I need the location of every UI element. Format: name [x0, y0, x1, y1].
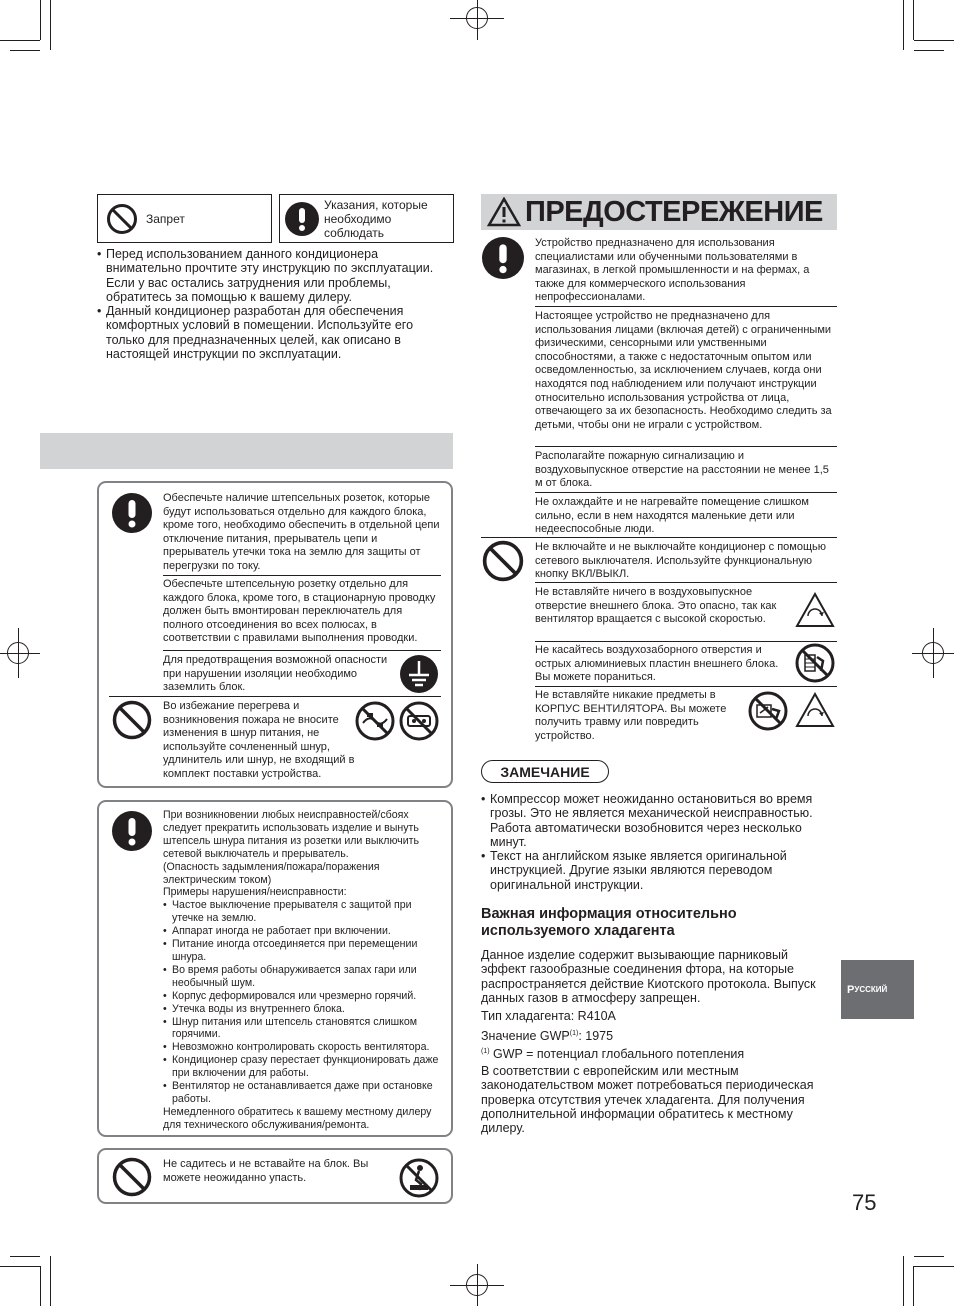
note-bullets: [481, 792, 837, 892]
no-standing-on-unit-icon: [399, 1158, 439, 1198]
example-item: • Утечка воды из внутреннего блока.: [163, 1003, 445, 1016]
legend-mandatory-label: Указания, которые необходимо соблюдать: [324, 197, 428, 240]
mandatory-icon: [285, 202, 319, 236]
panel1-row1: Обеспечьте наличие штепсельных розеток, которые будут использоваться отдельно для каждого блока, кроме того, необходимо обеспечить в отдельной цепи отключение питания, прерыватель цепи и прерыватель утечки тока на землю для защиты от перегрузки по току.: [163, 492, 440, 572]
panel2-examples-title: Примеры нарушения/неисправности:: [163, 886, 347, 899]
no-extension-cord-icon: [399, 701, 439, 741]
caution-row-1: Устройство предназначено для использования специалистами или обученными пользователями в магазинах, в легкой промышленности и на фермах, а также для коммерческого использования непрофессионалами.: [535, 237, 810, 304]
gwp-value: : 1975: [578, 1029, 614, 1044]
footnote-sup: (1): [481, 1048, 490, 1055]
note-bullet: • Текст на английском языке является оригинальной инструкцией. Другие языки являются переводом оригинальной инструкции.: [481, 849, 837, 892]
warning-panel-3: [97, 1148, 453, 1204]
no-insert-fan-icon: [748, 691, 788, 731]
prohibit-icon: [112, 700, 152, 740]
panel1-row2: Обеспечьте штепсельную розетку отдельно для каждого блока, кроме того, в стационарную проводку должен быть вмонтирован переключатель для полного отсоединения во всех полюсах, в соответствии с правилами выполнения проводки.: [163, 578, 436, 645]
no-touch-fins-icon: [795, 643, 835, 683]
language-tab: [841, 960, 914, 1019]
intro-bullet: • Перед использованием данного кондиционера внимательно прочтите эту инструкцию по эксплуатации. Если у вас остались затруднения или проблемы, обратитесь за помощью к вашему дилеру.: [97, 247, 453, 304]
page-number: 75: [852, 1190, 877, 1215]
refrigerant-heading: Важная информация относительно используемого хладагента: [481, 906, 737, 939]
panel3-text: Не садитесь и не вставайте на блок. Вы можете неожиданно упасть.: [163, 1158, 369, 1184]
gwp-prefix: Значение GWP: [481, 1029, 570, 1044]
refrigerant-gwp: [481, 1027, 613, 1043]
prohibit-icon: [112, 1157, 152, 1197]
caution-row-5: Не включайте и не выключайте кондиционер с помощью сетевого выключателя. Используйте функциональную кнопку ВКЛ/ВЫКЛ.: [535, 541, 827, 581]
legend-prohibit-label: Запрет: [146, 211, 185, 226]
ground-icon: [399, 654, 439, 694]
footnote-text: GWP = потенциал глобального потепления: [489, 1047, 745, 1062]
rotating-fan-warning-icon: [795, 592, 835, 628]
mandatory-icon: [112, 493, 152, 533]
refrigerant-footnote: [481, 1045, 744, 1061]
panel2-danger: (Опасность задымления/пожара/поражения электрическим током): [163, 860, 380, 886]
lang-rest: УССКИЙ: [854, 985, 888, 994]
example-item: • Во время работы обнаруживается запах гари или необычный шум.: [163, 964, 445, 990]
refrigerant-para1: Данное изделие содержит вызывающие парниковый эффект газообразные соединения фтора, на которые распространяется действие Киотского протокола. Выпуск данных газов в атмосферу запрещен.: [481, 948, 816, 1005]
example-item: • Корпус деформировался или чрезмерно горячий.: [163, 990, 445, 1003]
caution-row-8: Не вставляйте никакие предметы в КОРПУС ВЕНТИЛЯТОРА. Вы можете получить травму или повредить устройство.: [535, 689, 727, 742]
no-cord-modification-icon: [355, 701, 395, 741]
legend-mandatory: [279, 194, 454, 243]
example-item: • Кондиционер сразу перестает функционировать даже при включении для работы.: [163, 1054, 445, 1080]
panel2-examples: [163, 899, 445, 1106]
mandatory-icon: [482, 237, 524, 279]
warning-panel-2: [97, 800, 453, 1137]
rotating-fan-warning-icon: [795, 692, 835, 728]
mandatory-icon: [112, 811, 152, 851]
panel2-intro: При возникновении любых неисправностей/сбоях следует прекратить использовать изделие и вынуть штепсель шнура питания из розетки или выключить сетевой выключатель и прерыватель.: [163, 809, 419, 860]
refrigerant-para2: В соответствии с европейским или местным законодательством может потребоваться периодическая проверка отсутствия утечек хладагента. Для получения дополнительной информации обратитесь к местному дилеру.: [481, 1064, 814, 1136]
prohibit-icon: [482, 540, 524, 582]
lang-first: Р: [847, 983, 855, 996]
example-item: • Вентилятор не останавливается даже при остановке работы.: [163, 1080, 445, 1106]
panel2-outro: Немедленного обратитесь к вашему местному дилеру для технического обслуживания/ремонта.: [163, 1105, 432, 1131]
section-header-bar: [40, 433, 453, 469]
gwp-sup: (1): [569, 1030, 579, 1037]
panel2-content: [163, 809, 445, 1132]
warning-panel-1: [97, 481, 453, 788]
note-label: ЗАМЕЧАНИЕ: [481, 760, 609, 783]
caution-header: [481, 194, 837, 230]
example-item: • Невозможно контролировать скорость вентилятора.: [163, 1041, 445, 1054]
legend-prohibit: [97, 194, 272, 243]
caution-row-2: Настоящее устройство не предназначено для использования лицами (включая детей) с ограниченными физическими, сенсорными или умственными способностями, а также с недостаточным опытом или осведомленностью, за исключением случаев, когда они находятся под наблюдением или получают инструкции относительно использования устройства от лица, отвечающего за их безопасность. Необходимо следить за детьми, чтобы они не играли с устройством.: [535, 310, 832, 431]
prohibit-icon: [106, 203, 138, 235]
caution-row-4: Не охлаждайте и не нагревайте помещение слишком сильно, если в нем находятся маленькие дети или недееспособные люди.: [535, 496, 809, 536]
intro-bullet: • Данный кондиционер разработан для обеспечения комфортных условий в помещении. Используйте его только для предназначенных целей, как описано в настоящей инструкции по эксплуатации.: [97, 304, 453, 361]
intro-bullets: [97, 247, 453, 361]
example-item: • Аппарат иногда не работает при включении.: [163, 925, 445, 938]
refrigerant-type: Тип хладагента: R410A: [481, 1009, 616, 1023]
panel1-row3: Для предотвращения возможной опасности при нарушении изоляции необходимо заземлить блок.: [163, 654, 388, 694]
example-item: • Частое выключение прерывателя с защитой при утечке на землю.: [163, 899, 445, 925]
panel1-row4: Во избежание перегрева и возникновения пожара не вносите изменения в шнур питания, не используйте сочлененный шнур, удлинитель или шнур, не входящий в комплект поставки устройства.: [163, 700, 355, 780]
warning-triangle-icon: [487, 197, 521, 227]
caution-title: ПРЕДОСТЕРЕЖЕНИЕ: [525, 195, 823, 228]
caution-row-3: Располагайте пожарную сигнализацию и воздуховыпускное отверстие на расстоянии не менее 1,5 м от блока.: [535, 450, 829, 490]
caution-row-6: Не вставляйте ничего в воздуховыпускное отверстие внешнего блока. Это опасно, так как вентилятор вращается с высокой скоростью.: [535, 586, 777, 626]
note-bullet: • Компрессор может неожиданно остановиться во время грозы. Это не является механической неисправностью. Работа автоматически возобновится через несколько минут.: [481, 792, 837, 849]
caution-row-7: Не касайтесь воздухозаборного отверстия и острых алюминиевых пластин внешнего блока. Вы можете пораниться.: [535, 644, 779, 684]
example-item: • Питание иногда отсоединяется при перемещении шнура.: [163, 938, 445, 964]
example-item: • Шнур питания или штепсель становятся слишком горячими.: [163, 1016, 445, 1042]
